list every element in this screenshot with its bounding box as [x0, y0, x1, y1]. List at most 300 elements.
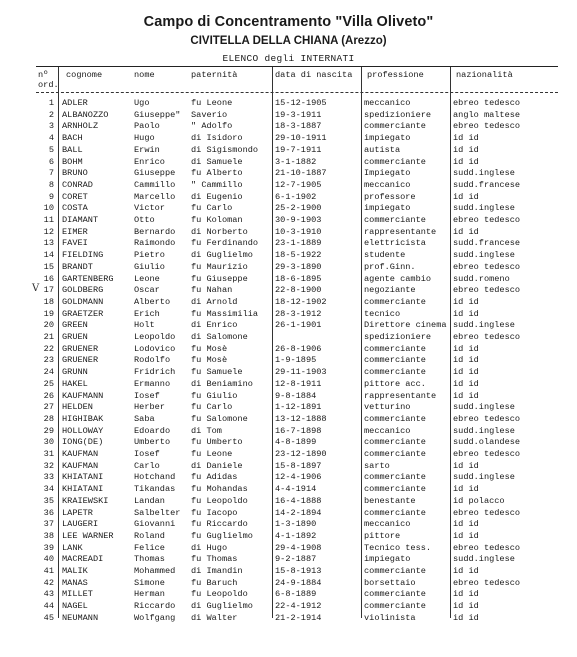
row-nationality: ebreo tedesco — [453, 507, 521, 518]
row-nationality: id id — [453, 612, 479, 623]
row-paternity: fu Leopoldo — [191, 495, 248, 506]
row-number: 22 — [43, 343, 54, 354]
row-number: 36 — [43, 507, 54, 518]
row-surname: LAPETR — [62, 507, 93, 518]
document-subtitle: CIVITELLA DELLA CHIANA (Arezzo) — [190, 35, 387, 47]
row-number: 43 — [43, 589, 54, 600]
table-row — [0, 110, 577, 122]
row-birth-date: 16-7-1898 — [275, 425, 322, 436]
row-paternity: fu Leone — [191, 449, 233, 459]
row-nationality: ebreo tedesco — [453, 542, 521, 553]
row-profession: commerciante — [364, 355, 426, 366]
row-number: 32 — [43, 460, 54, 471]
row-nationality: id id — [453, 226, 479, 237]
table-row — [0, 297, 577, 309]
row-first-name: Leone — [134, 273, 160, 284]
row-birth-date: 3-1-1882 — [275, 156, 317, 167]
row-paternity: di Salomone — [191, 332, 248, 342]
row-number: 30 — [43, 437, 54, 448]
row-first-name: Alberto — [134, 296, 171, 307]
row-paternity: di Imandin — [191, 566, 243, 576]
row-paternity: di Guglielmo — [191, 601, 253, 612]
row-first-name: Pietro — [134, 250, 165, 261]
row-birth-date: 26-1-1901 — [275, 320, 322, 331]
table-row — [0, 543, 577, 555]
table-row — [0, 601, 577, 613]
header-nome: nome — [134, 70, 155, 80]
row-birth-date: 1-12-1891 — [275, 402, 322, 413]
row-profession: commerciante — [364, 296, 426, 307]
row-first-name: Iosef — [134, 449, 160, 459]
row-birth-date: 24-9-1884 — [275, 577, 322, 588]
row-first-name: Herber — [134, 402, 165, 413]
row-profession: pittore acc. — [364, 378, 426, 389]
row-first-name: Simone — [134, 577, 165, 588]
row-paternity: di Norberto — [191, 226, 248, 237]
row-number: 13 — [43, 238, 54, 249]
row-paternity: fu Mohandas — [191, 484, 248, 495]
row-number: 33 — [43, 472, 54, 483]
row-birth-date: 6-8-1889 — [275, 589, 317, 600]
row-nationality: id id — [453, 133, 479, 144]
row-first-name: Lodovico — [134, 343, 176, 354]
row-profession: rappresentante — [364, 226, 437, 237]
row-birth-date: 28-3-1912 — [275, 308, 322, 319]
row-profession: commerciante — [364, 566, 426, 576]
row-nationality: sudd.francese — [453, 179, 521, 190]
row-number: 40 — [43, 554, 54, 565]
row-paternity: fu Maurizio — [191, 261, 248, 272]
row-first-name: Riccardo — [134, 601, 176, 612]
row-number: 29 — [43, 425, 54, 436]
row-first-name: Hugo — [134, 133, 155, 144]
row-profession: Tecnico tess. — [364, 542, 432, 553]
row-number: 4 — [48, 133, 54, 144]
row-birth-date: 22-4-1912 — [275, 601, 322, 612]
table-row — [0, 133, 577, 145]
row-surname: NEUMANN — [62, 612, 99, 623]
row-surname: CORET — [62, 191, 88, 202]
row-birth-date: 4-8-1899 — [275, 437, 317, 448]
row-birth-date: 29-11-1903 — [275, 367, 327, 378]
row-nationality: sudd.inglese — [453, 402, 515, 413]
row-birth-date: 19-3-1911 — [275, 109, 322, 120]
table-row — [0, 531, 577, 543]
row-birth-date: 18-5-1922 — [275, 250, 322, 261]
row-nationality: id id — [453, 156, 479, 167]
row-birth-date: 4-1-1892 — [275, 530, 317, 541]
row-first-name: Hotchand — [134, 472, 176, 483]
row-profession: spedizioniere — [364, 109, 432, 120]
table-row — [0, 145, 577, 157]
row-paternity: di Beniamino — [191, 378, 253, 389]
row-first-name: Felice — [134, 542, 165, 553]
row-paternity: di Walter — [191, 612, 238, 623]
row-nationality: sudd.inglese — [453, 203, 515, 214]
row-number: 26 — [43, 390, 54, 401]
row-paternity: fu Thomas — [191, 554, 238, 565]
row-birth-date: 6-1-1902 — [275, 191, 317, 202]
row-paternity: fu Giulio — [191, 390, 238, 401]
row-first-name: Tikandas — [134, 484, 176, 495]
row-profession: commerciante — [364, 484, 426, 495]
row-profession: impiegato — [364, 133, 411, 144]
row-number: 45 — [43, 612, 54, 623]
row-profession: rappresentante — [364, 390, 437, 401]
row-paternity: fu Leopoldo — [191, 589, 248, 600]
row-surname: FAVEI — [62, 238, 88, 249]
row-profession: commerciante — [364, 121, 426, 132]
row-number: 18 — [43, 296, 54, 307]
row-surname: LANK — [62, 542, 83, 553]
row-first-name: Enrico — [134, 156, 165, 167]
row-number: 39 — [43, 542, 54, 553]
row-nationality: id id — [453, 144, 479, 155]
row-birth-date: 18-3-1887 — [275, 121, 322, 132]
row-paternity: fu Mosè — [191, 343, 228, 354]
row-nationality: ebreo tedesco — [453, 285, 521, 296]
row-surname: KHIATANI — [62, 484, 104, 495]
table-row — [0, 157, 577, 169]
row-paternity: Saverio — [191, 109, 228, 120]
row-paternity: fu Adidas — [191, 472, 238, 483]
row-paternity: " Adolfo — [191, 121, 233, 132]
row-surname: MANAS — [62, 577, 88, 588]
row-surname: GARTENBERG — [62, 273, 114, 284]
row-number: 42 — [43, 577, 54, 588]
row-profession: prof.Ginn. — [364, 261, 416, 272]
row-number: 21 — [43, 332, 54, 342]
row-profession: meccanico — [364, 425, 411, 436]
row-profession: agente cambio — [364, 273, 432, 284]
table-row — [0, 449, 577, 461]
row-paternity: fu Iacopo — [191, 507, 238, 518]
row-nationality: anglo maltese — [453, 109, 521, 120]
row-surname: FIELDING — [62, 250, 104, 261]
row-first-name: Ermanno — [134, 378, 171, 389]
row-profession: commerciante — [364, 601, 426, 612]
row-first-name: Umberto — [134, 437, 171, 448]
row-nationality: sudd.inglese — [453, 320, 515, 331]
row-first-name: Fridrich — [134, 367, 176, 378]
row-surname: HIGHIBAK — [62, 413, 104, 424]
table-row — [0, 566, 577, 578]
row-first-name: Salbelter — [134, 507, 181, 518]
table-row — [0, 274, 577, 286]
row-paternity: fu Ferdinando — [191, 238, 259, 249]
row-first-name: Oscar — [134, 285, 160, 296]
row-number: 11 — [43, 215, 54, 225]
table-row — [0, 367, 577, 379]
row-number: 35 — [43, 495, 54, 506]
row-birth-date: 15-12-1905 — [275, 98, 327, 108]
row-first-name: Marcello — [134, 191, 176, 202]
list-heading: ELENCO degli INTERNATI — [222, 53, 355, 64]
row-surname: CONRAD — [62, 179, 93, 190]
row-surname: COSTA — [62, 203, 88, 214]
row-profession: meccanico — [364, 179, 411, 190]
row-number: 10 — [43, 203, 54, 214]
row-nationality: id id — [453, 519, 479, 530]
row-nationality: sudd.inglese — [453, 472, 515, 483]
row-paternity: di Sigismondo — [191, 144, 259, 155]
row-surname: GOLDMANN — [62, 296, 104, 307]
row-birth-date: 23-12-1890 — [275, 449, 327, 459]
row-birth-date: 30-9-1903 — [275, 215, 322, 225]
row-paternity: fu Alberto — [191, 168, 243, 179]
row-profession: negoziante — [364, 285, 416, 296]
row-surname: NAGEL — [62, 601, 88, 612]
row-profession: commerciante — [364, 507, 426, 518]
row-surname: BACH — [62, 133, 83, 144]
row-paternity: fu Mosè — [191, 355, 228, 366]
row-nationality: ebreo tedesco — [453, 98, 521, 108]
row-nationality: ebreo tedesco — [453, 121, 521, 132]
row-surname: KAUFMAN — [62, 460, 99, 471]
row-first-name: Raimondo — [134, 238, 176, 249]
table-row — [0, 203, 577, 215]
row-nationality: ebreo tedesco — [453, 577, 521, 588]
row-nationality: ebreo tedesco — [453, 215, 521, 225]
row-first-name: Roland — [134, 530, 165, 541]
row-first-name: Thomas — [134, 554, 165, 565]
row-surname: DIAMANT — [62, 215, 99, 225]
row-first-name: Wolfgang — [134, 612, 176, 623]
row-paternity: fu Leone — [191, 98, 233, 108]
row-paternity: fu Nahan — [191, 285, 233, 296]
row-number: 19 — [43, 308, 54, 319]
row-paternity: fu Massimilia — [191, 308, 259, 319]
row-profession: pittore — [364, 530, 401, 541]
row-nationality: id id — [453, 296, 479, 307]
row-number: 14 — [43, 250, 54, 261]
row-nationality: ebreo tedesco — [453, 261, 521, 272]
row-number: 20 — [43, 320, 54, 331]
row-birth-date: 25-2-1900 — [275, 203, 322, 214]
row-birth-date: 29-3-1890 — [275, 261, 322, 272]
row-surname: KAUFMAN — [62, 449, 99, 459]
row-surname: GRUENER — [62, 343, 99, 354]
header-cognome: cognome — [66, 70, 103, 80]
row-number: 2 — [48, 109, 54, 120]
row-paternity: fu Samuele — [191, 367, 243, 378]
row-first-name: Erwin — [134, 144, 160, 155]
row-paternity: di Enrico — [191, 320, 238, 331]
table-row — [0, 168, 577, 180]
row-profession: meccanico — [364, 519, 411, 530]
header-underline — [36, 92, 558, 93]
document-title: Campo di Concentramento "Villa Oliveto" — [143, 14, 434, 30]
row-surname: GRUNN — [62, 367, 88, 378]
row-number: 6 — [48, 156, 54, 167]
row-paternity: di Isidoro — [191, 133, 243, 144]
table-row — [0, 472, 577, 484]
row-surname: ALBANOZZO — [62, 109, 109, 120]
row-paternity: di Arnold — [191, 296, 238, 307]
header-paternita: paternità — [191, 70, 238, 80]
row-number: 41 — [43, 566, 54, 576]
table-row — [0, 180, 577, 192]
row-profession: professore — [364, 191, 416, 202]
row-nationality: ebreo tedesco — [453, 449, 521, 459]
row-first-name: Landan — [134, 495, 165, 506]
table-row — [0, 309, 577, 321]
row-birth-date: 9-8-1884 — [275, 390, 317, 401]
row-birth-date: 29-10-1911 — [275, 133, 327, 144]
row-profession: commerciante — [364, 343, 426, 354]
table-row — [0, 332, 577, 344]
table-row — [0, 215, 577, 227]
row-birth-date: 14-2-1894 — [275, 507, 322, 518]
row-nationality: id id — [453, 589, 479, 600]
row-paternity: di Eugenio — [191, 191, 243, 202]
row-first-name: Saba — [134, 413, 155, 424]
row-first-name: Leopoldo — [134, 332, 176, 342]
row-birth-date: 15-8-1913 — [275, 566, 322, 576]
row-paternity: fu Salomone — [191, 413, 248, 424]
row-first-name: Iosef — [134, 390, 160, 401]
row-number: 9 — [48, 191, 54, 202]
table-row — [0, 344, 577, 356]
row-surname: GREEN — [62, 320, 88, 331]
row-paternity: di Guglielmo — [191, 250, 253, 261]
table-row — [0, 461, 577, 473]
row-surname: GRUENER — [62, 355, 99, 366]
row-nationality: sudd.romeno — [453, 273, 510, 284]
table-row — [0, 414, 577, 426]
row-profession: commerciante — [364, 472, 426, 483]
row-nationality: id id — [453, 484, 479, 495]
row-surname: KHIATANI — [62, 472, 104, 483]
row-nationality: id id — [453, 355, 479, 366]
row-first-name: Rodolfo — [134, 355, 171, 366]
row-paternity: di Samuele — [191, 156, 243, 167]
row-surname: BOHM — [62, 156, 83, 167]
row-nationality: id id — [453, 378, 479, 389]
table-row — [0, 227, 577, 239]
row-paternity: fu Baruch — [191, 577, 238, 588]
row-first-name: Giuseppe — [134, 168, 176, 179]
row-number: 1 — [48, 98, 54, 108]
row-first-name: Otto — [134, 215, 155, 225]
table-row — [0, 98, 577, 110]
row-surname: LEE WARNER — [62, 530, 114, 541]
row-surname: EIMER — [62, 226, 88, 237]
row-profession: vetturino — [364, 402, 411, 413]
table-row — [0, 379, 577, 391]
row-birth-date: 15-8-1897 — [275, 460, 322, 471]
row-birth-date: 23-1-1889 — [275, 238, 322, 249]
row-first-name: Paolo — [134, 121, 160, 132]
table-row — [0, 192, 577, 204]
table-row — [0, 238, 577, 250]
row-surname: KAUFMANN — [62, 390, 104, 401]
row-paternity: fu Koloman — [191, 215, 243, 225]
row-number: 25 — [43, 378, 54, 389]
row-profession: meccanico — [364, 98, 411, 108]
table-row — [0, 285, 577, 297]
table-row — [0, 484, 577, 496]
row-birth-date: 21-10-1887 — [275, 168, 327, 179]
row-number: 8 — [48, 179, 54, 190]
row-surname: BALL — [62, 144, 83, 155]
row-surname: BRUNO — [62, 168, 88, 179]
row-profession: Impiegato — [364, 168, 411, 179]
row-number: 17 — [43, 285, 54, 296]
row-paternity: fu Guglielmo — [191, 530, 253, 541]
row-nationality: id id — [453, 601, 479, 612]
row-first-name: Mohammed — [134, 566, 176, 576]
table-row — [0, 262, 577, 274]
row-number: 5 — [48, 144, 54, 155]
row-profession: commerciante — [364, 589, 426, 600]
header-nazionalita: nazionalità — [456, 70, 513, 80]
row-surname: ARNHOLZ — [62, 121, 99, 132]
row-birth-date: 21-2-1914 — [275, 612, 322, 623]
row-surname: MILLET — [62, 589, 93, 600]
row-nationality: sudd.olandese — [453, 437, 521, 448]
row-profession: commerciante — [364, 156, 426, 167]
row-first-name: Carlo — [134, 460, 160, 471]
row-surname: MALIK — [62, 566, 88, 576]
row-number: 34 — [43, 484, 54, 495]
row-surname: IONG(DE) — [62, 437, 104, 448]
row-nationality: ebreo tedesco — [453, 332, 521, 342]
row-birth-date: 12-8-1911 — [275, 378, 322, 389]
row-number: 37 — [43, 519, 54, 530]
row-first-name: Victor — [134, 203, 165, 214]
row-profession: tecnico — [364, 308, 401, 319]
row-first-name: Giovanni — [134, 519, 176, 530]
row-number: 3 — [48, 121, 54, 132]
table-row — [0, 320, 577, 332]
row-birth-date: 22-8-1900 — [275, 285, 322, 296]
row-number: 31 — [43, 449, 54, 459]
row-birth-date: 12-7-1905 — [275, 179, 322, 190]
row-first-name: Erich — [134, 308, 160, 319]
row-first-name: Bernardo — [134, 226, 176, 237]
row-birth-date: 19-7-1911 — [275, 144, 322, 155]
row-number: 15 — [43, 261, 54, 272]
row-nationality: id polacco — [453, 495, 505, 506]
row-profession: benestante — [364, 495, 416, 506]
row-number: 44 — [43, 601, 54, 612]
row-number: 27 — [43, 402, 54, 413]
row-surname: HOLLOWAY — [62, 425, 104, 436]
row-number: 23 — [43, 355, 54, 366]
table-row — [0, 437, 577, 449]
row-surname: GRAETZER — [62, 308, 104, 319]
row-nationality: id id — [453, 308, 479, 319]
row-nationality: id id — [453, 566, 479, 576]
row-birth-date: 1-3-1890 — [275, 519, 317, 530]
table-row — [0, 496, 577, 508]
row-number: 38 — [43, 530, 54, 541]
row-profession: commerciante — [364, 449, 426, 459]
row-profession: impiegato — [364, 203, 411, 214]
row-profession: elettricista — [364, 238, 426, 249]
row-profession: commerciante — [364, 367, 426, 378]
row-paternity: di Daniele — [191, 460, 243, 471]
row-nationality: id id — [453, 343, 479, 354]
row-profession: Direttore cinema — [364, 320, 447, 331]
row-surname: HELDEN — [62, 402, 93, 413]
row-first-name: Giuseppe" — [134, 109, 181, 120]
row-profession: sarto — [364, 460, 390, 471]
table-row — [0, 519, 577, 531]
table-top-rule — [36, 66, 558, 67]
row-birth-date: 29-4-1908 — [275, 542, 322, 553]
